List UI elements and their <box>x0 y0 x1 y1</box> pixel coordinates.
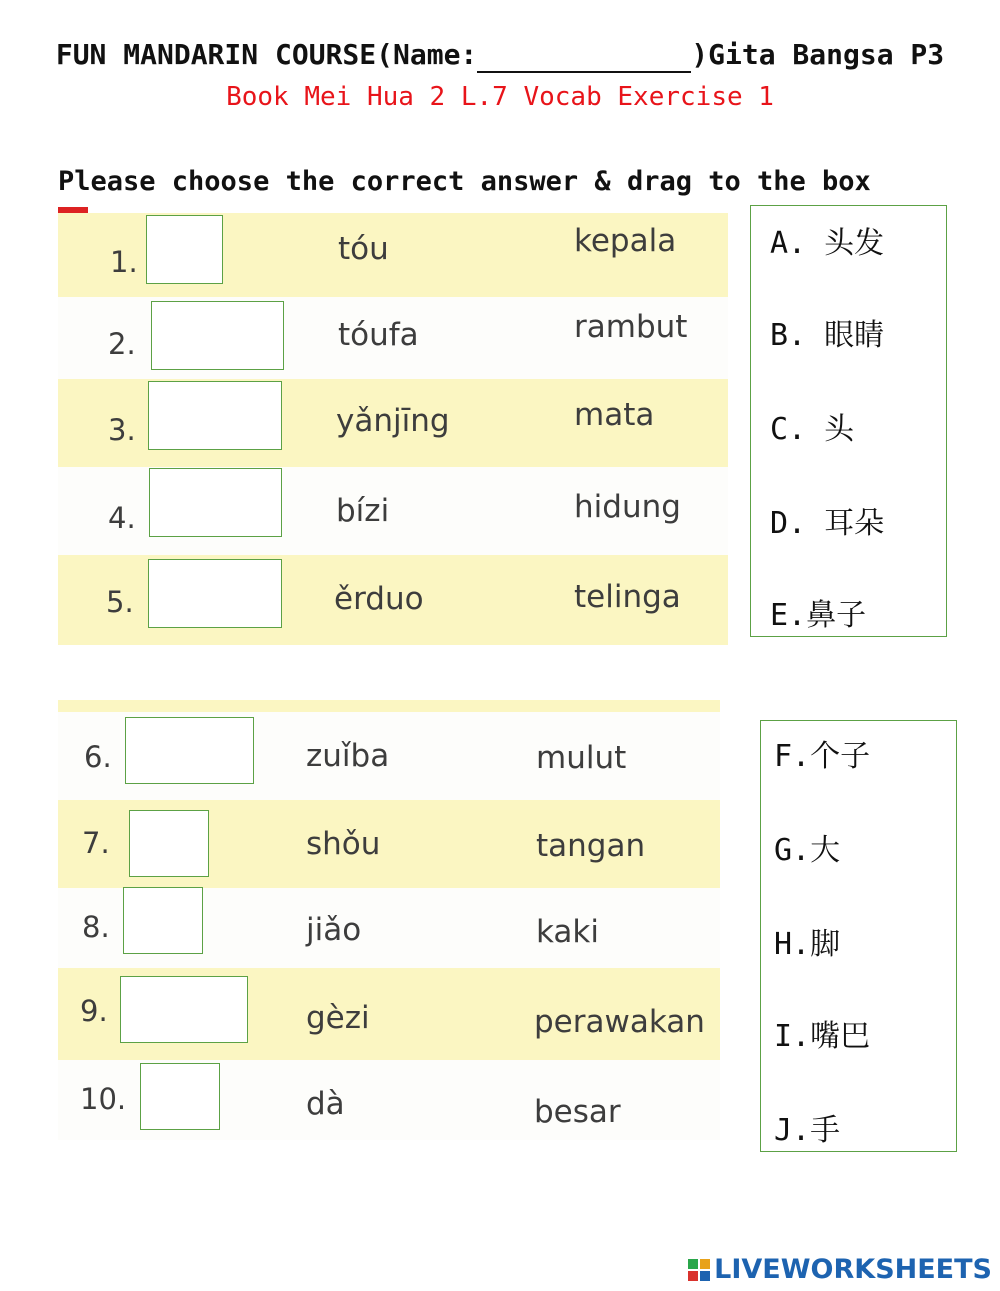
row-meaning: mata <box>574 397 655 433</box>
answer-options-2 <box>760 720 957 1152</box>
answer-option-f[interactable]: F.个子 <box>774 739 871 774</box>
row-number: 6. <box>84 740 112 774</box>
row-pinyin: bízi <box>336 493 390 529</box>
answer-option-c[interactable]: C. 头 <box>770 412 855 447</box>
drop-box-1[interactable] <box>146 215 223 284</box>
instruction-text: Please choose the correct answer & drag to the box <box>58 166 871 197</box>
row-number: 5. <box>106 585 134 619</box>
row-meaning: perawakan <box>534 1004 705 1040</box>
row-number: 2. <box>108 327 136 361</box>
answer-options-1 <box>750 205 947 637</box>
drop-box-3[interactable] <box>148 381 282 450</box>
drop-box-4[interactable] <box>149 468 282 537</box>
brand-text: LIVEWORKSHEETS <box>714 1254 992 1285</box>
row-meaning: kaki <box>536 914 599 950</box>
row-meaning: besar <box>534 1094 621 1130</box>
drop-box-6[interactable] <box>125 717 254 784</box>
row-number: 3. <box>108 413 136 447</box>
row-pinyin: yǎnjīng <box>336 403 450 439</box>
row-pinyin: jiǎo <box>306 912 362 948</box>
row-number: 9. <box>80 994 108 1028</box>
title-prefix: FUN MANDARIN COURSE(Name: <box>55 38 478 71</box>
drop-box-7[interactable] <box>129 810 209 877</box>
row-meaning: telinga <box>574 579 681 615</box>
row-number: 8. <box>82 910 110 944</box>
row-number: 7. <box>82 826 110 860</box>
title-suffix: )Gita Bangsa P3 <box>691 38 945 71</box>
worksheet-title <box>0 38 1000 73</box>
row-pinyin: ěrduo <box>334 581 424 617</box>
row-meaning: hidung <box>574 489 681 525</box>
drop-box-2[interactable] <box>151 301 284 370</box>
row-pinyin: dà <box>306 1086 345 1122</box>
row-pinyin: gèzi <box>306 1000 370 1036</box>
row-meaning: kepala <box>574 223 677 259</box>
row-pinyin: zuǐba <box>306 738 390 774</box>
answer-option-h[interactable]: H.脚 <box>774 927 841 962</box>
liveworksheets-logo <box>688 1254 992 1285</box>
row-number: 4. <box>108 501 136 535</box>
answer-option-b[interactable]: B. 眼睛 <box>770 318 885 353</box>
drop-box-5[interactable] <box>148 559 282 628</box>
answer-option-g[interactable]: G.大 <box>774 833 841 868</box>
row-meaning: tangan <box>536 828 646 864</box>
answer-option-e[interactable]: E.鼻子 <box>770 598 867 633</box>
row-pinyin: tóufa <box>338 317 419 353</box>
answer-option-j[interactable]: J.手 <box>774 1113 841 1148</box>
row-meaning: rambut <box>574 309 688 345</box>
name-blank <box>477 38 691 73</box>
row-meaning: mulut <box>536 740 627 776</box>
drop-box-9[interactable] <box>120 976 248 1043</box>
row-number: 10. <box>80 1082 127 1116</box>
answer-option-d[interactable]: D. 耳朵 <box>770 506 885 541</box>
answer-option-a[interactable]: A. 头发 <box>770 226 885 261</box>
drop-box-10[interactable] <box>140 1063 220 1130</box>
row-number: 1. <box>110 245 138 279</box>
row-pinyin: tóu <box>338 231 389 267</box>
drop-box-8[interactable] <box>123 887 203 954</box>
worksheet-subtitle: Book Mei Hua 2 L.7 Vocab Exercise 1 <box>226 82 774 112</box>
row-pinyin: shǒu <box>306 826 381 862</box>
answer-option-i[interactable]: I.嘴巴 <box>774 1019 871 1054</box>
logo-icon <box>688 1259 710 1281</box>
table-row <box>58 700 720 712</box>
